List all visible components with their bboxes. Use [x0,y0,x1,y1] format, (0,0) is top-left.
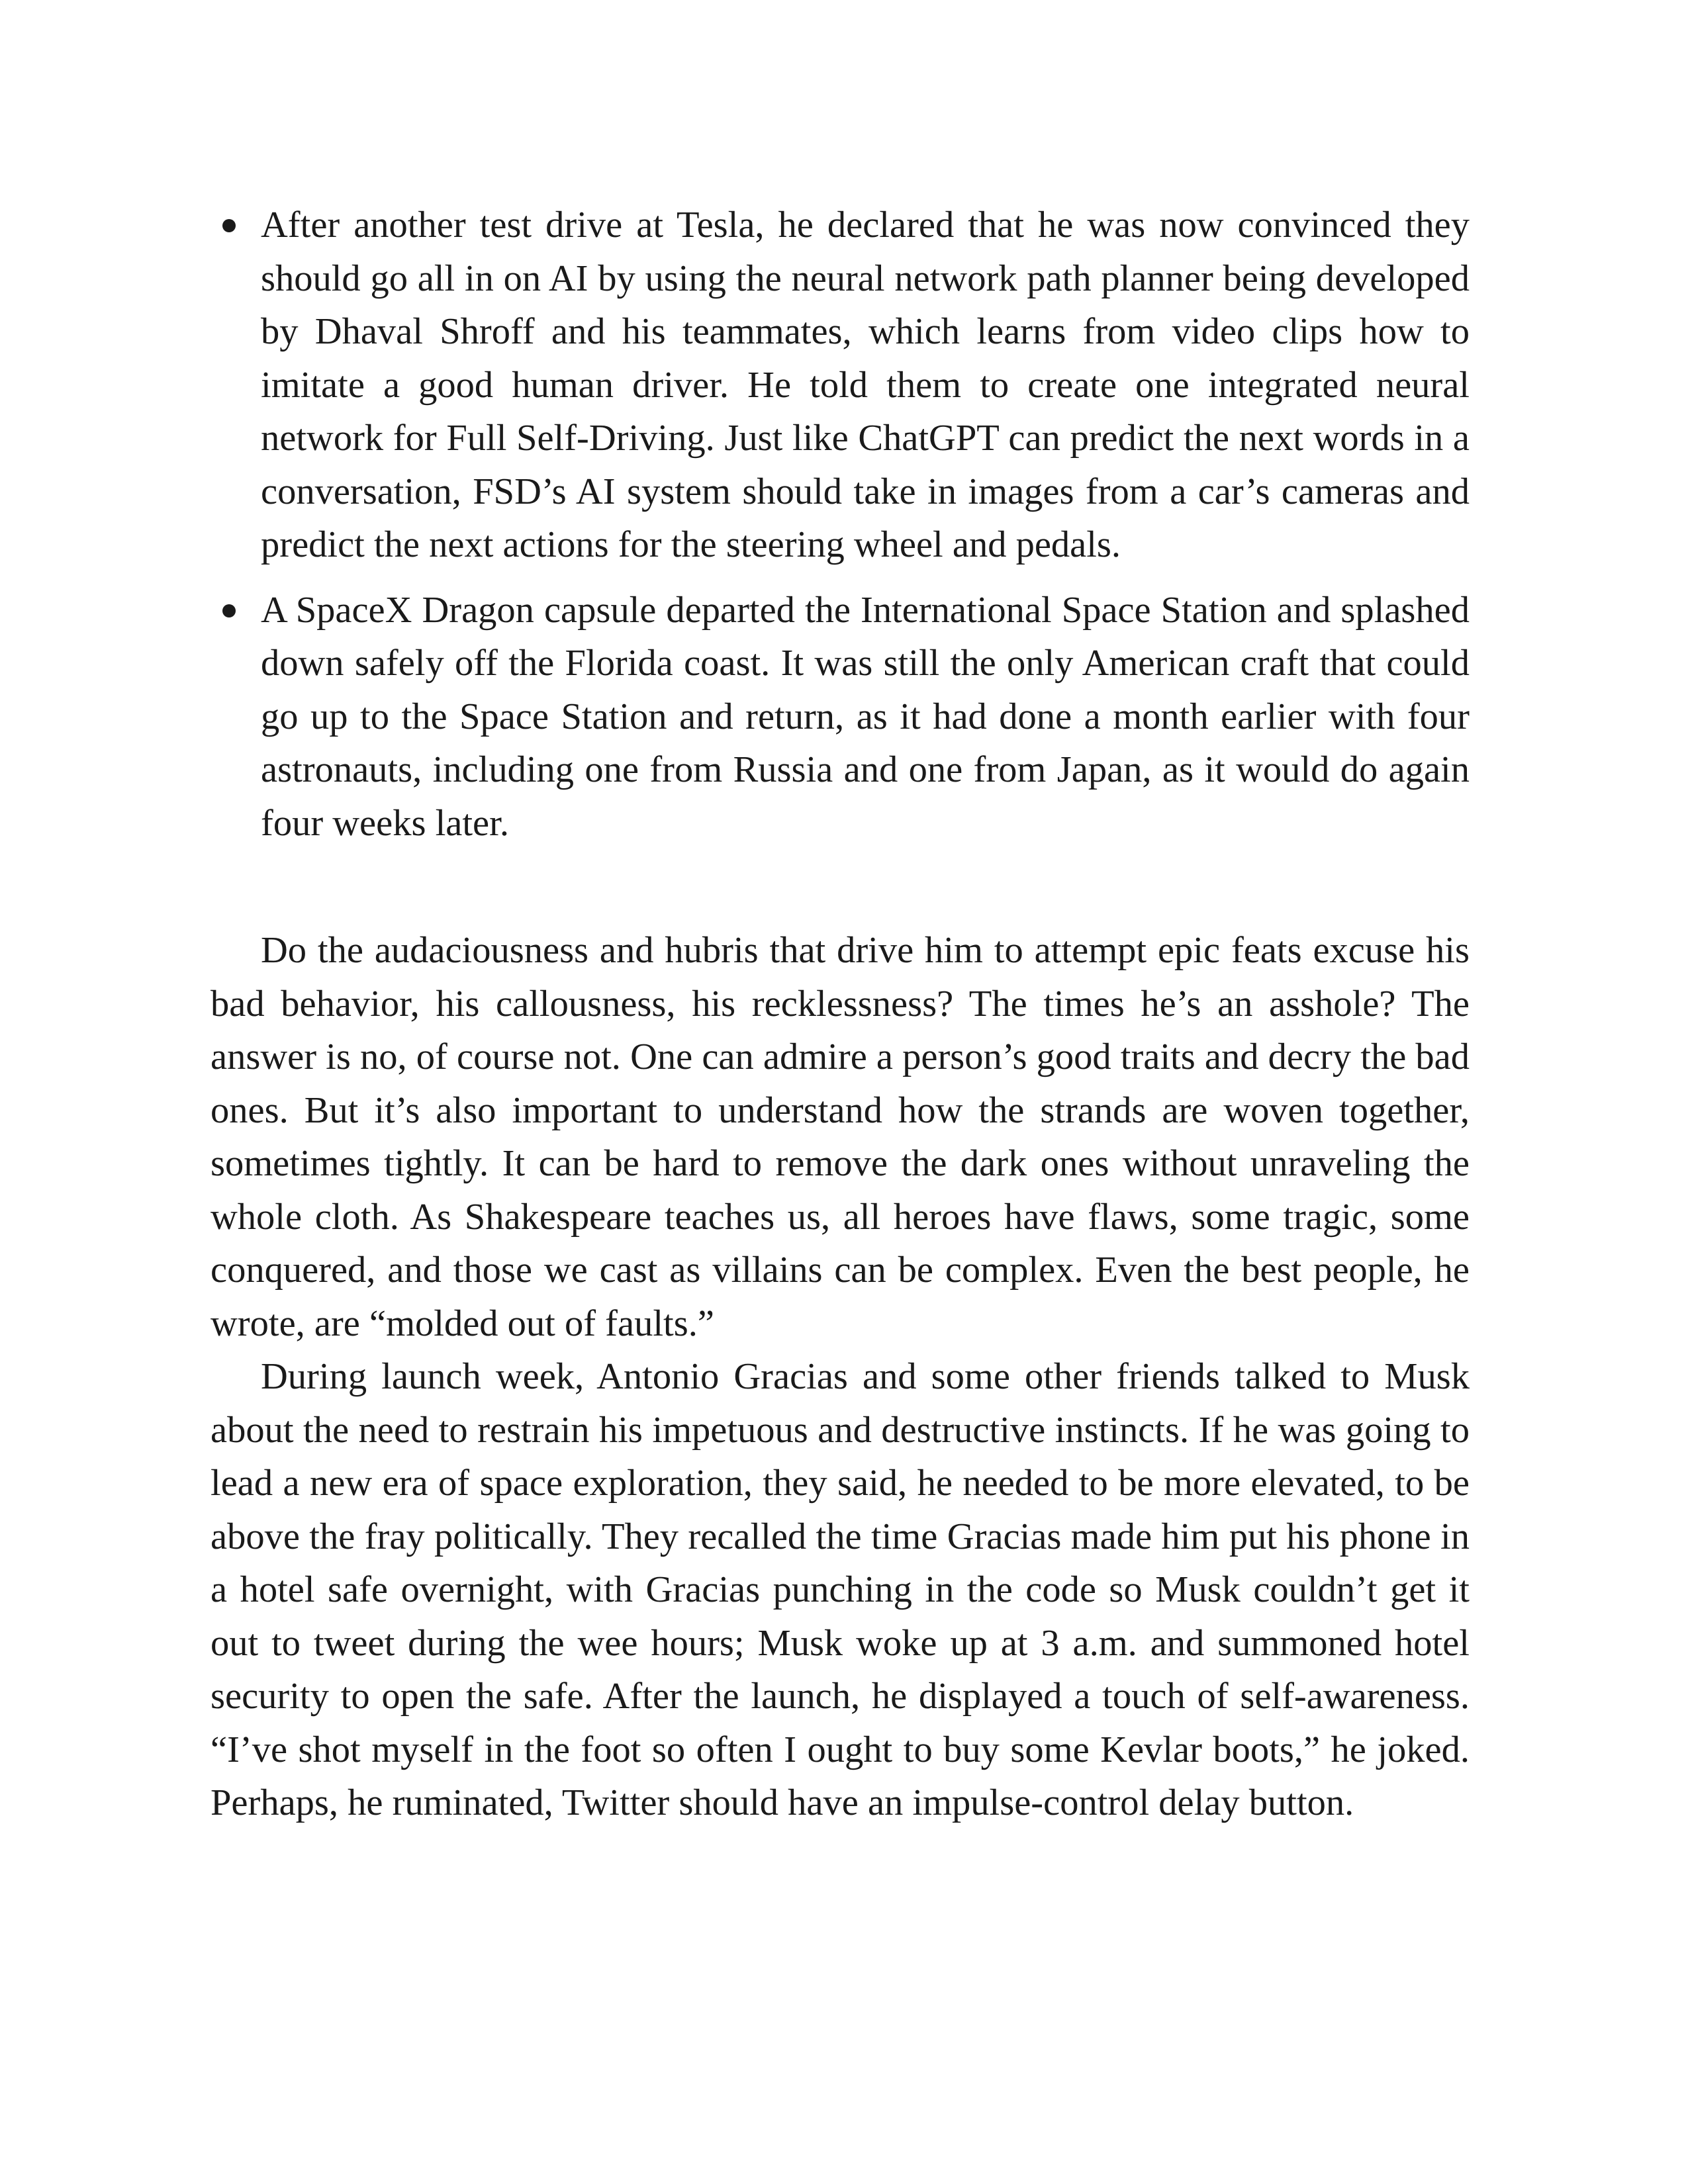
bullet-icon [222,219,236,232]
bullet-icon [222,604,236,617]
paragraph: Do the audaciousness and hubris that drive him to attempt epic feats excuse his bad behavior, his callousness, his recklessness? The times he’s an asshole? The answer is no, of course not. One can admire a person’s good traits and decry the bad ones. But it’s also important to understand how the strands are woven together, sometimes tightly. It can be hard to remove the dark ones without unraveling the whole cloth. As Shakespeare teaches us, all heroes have flaws, some tragic, some conquered, and those we cast as villains can be complex. Even the best people, he wrote, are “molded out of faults.” [211,930,1470,1344]
paragraph: During launch week, Antonio Gracias and some other friends talked to Musk about the need to restrain his impetuous and destructive instincts. If he was going to lead a new era of space exploration, they said, he needed to be more elevated, to be above the fray politically. They recalled the time Gracias made him put his phone in a hotel safe overnight, with Gracias punching in the code so Musk couldn’t get it out to tweet during the wee hours; Musk woke up at 3 a.m. and summoned hotel security to open the safe. After the launch, he displayed a touch of self-awareness. “I’ve shot myself in the foot so often I ought to buy some Kevlar boots,” he joked. Perhaps, he ruminated, Twitter should have an impulse-control delay button. [211,1356,1470,1823]
bullet-item [211,584,1470,850]
bullet-text: A SpaceX Dragon capsule departed the International Space Station and splashed down safely off the Florida coast. It was still the only American craft that could go up to the Space Station and return, as it had done a month earlier with four astronauts, including one from Russia and one from Japan, as it would do again four weeks later. [261,589,1470,844]
body-text [211,924,1470,1830]
bullet-text: After another test drive at Tesla, he declared that he was now convinced they should go all in on AI by using the neural network path planner being developed by Dhaval Shroff and his teammates, which learns from video clips how to imitate a good human driver. He told them to create one integrated neural network for Full Self-Driving. Just like ChatGPT can predict the next words in a conversation, FSD’s AI system should take in images from a car’s cameras and predict the next actions for the steering wheel and pedals. [261,205,1470,565]
document-page [211,199,1470,1830]
bullet-list [211,199,1470,850]
bullet-item [211,199,1470,572]
